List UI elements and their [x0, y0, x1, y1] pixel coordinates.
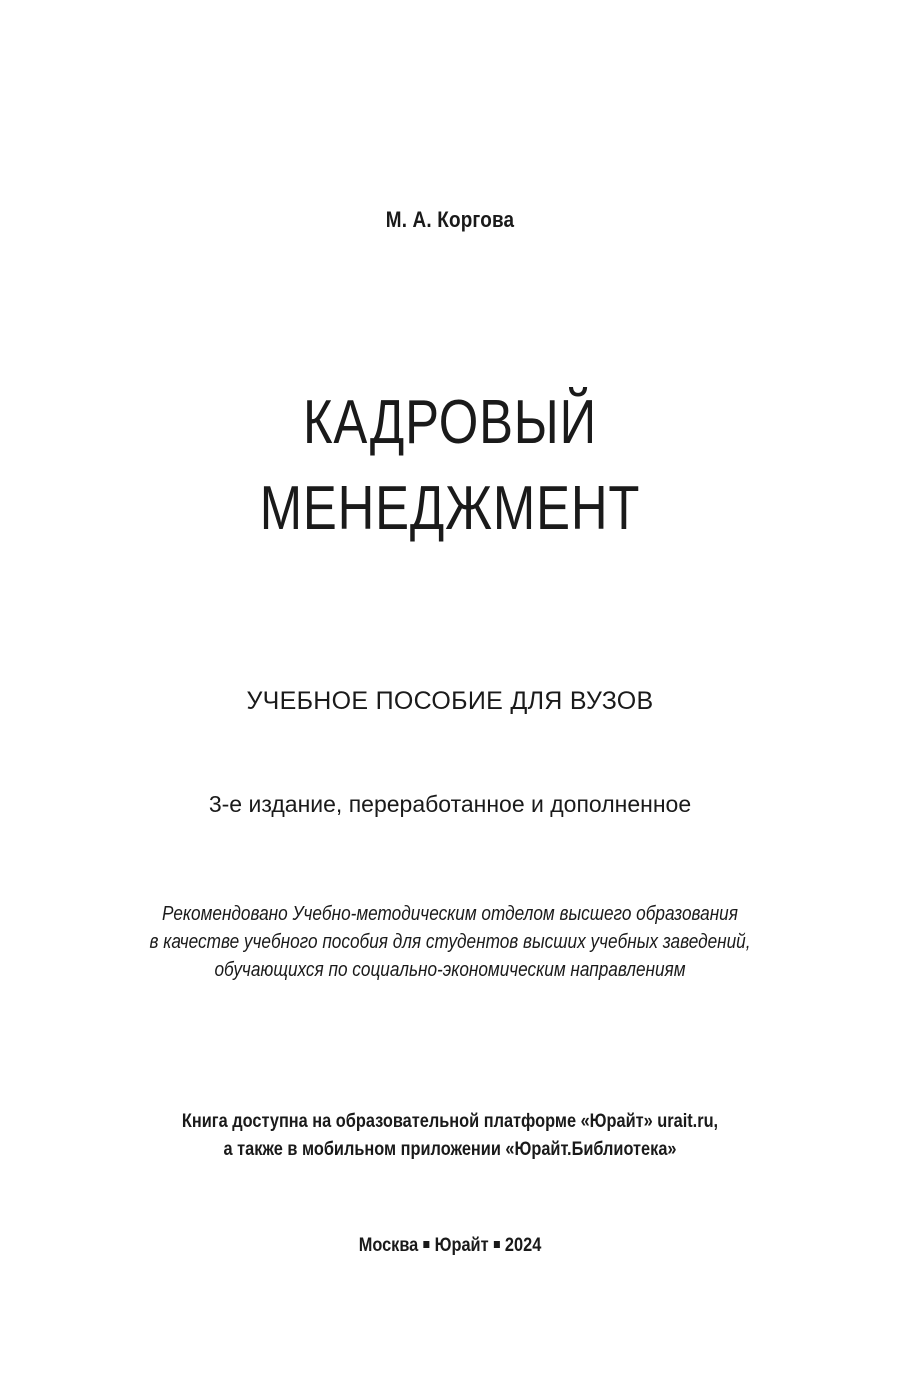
edition-note: 3-е издание, переработанное и дополненное [208, 791, 692, 817]
book-subtitle: УЧЕБНОЕ ПОСОБИЕ ДЛЯ ВУЗОВ [246, 687, 654, 715]
recommendation-line-3: обучающихся по социально-экономическим направлениям [214, 959, 686, 981]
imprint-publisher: Юрайт [434, 1235, 489, 1256]
imprint [63, 1235, 837, 1257]
square-separator-icon [423, 1241, 429, 1248]
recommendation-line-1: Рекомендовано Учебно-методическим отделом высшего образования [162, 903, 738, 925]
author-name: М. А. Коргова [385, 207, 515, 232]
availability-line-1: Книга доступна на образовательной платформе «Юрайт» urait.ru, [181, 1111, 719, 1132]
imprint-city: Москва [358, 1235, 419, 1256]
square-separator-icon [494, 1241, 500, 1248]
availability-line-2: а также в мобильном приложении «Юрайт.Библиотека» [223, 1139, 677, 1160]
recommendation-line-2: в качестве учебного пособия для студентов высших учебных заведений, [149, 931, 751, 953]
book-title-line-2: МЕНЕДЖМЕНТ [259, 474, 641, 543]
imprint-year: 2024 [504, 1235, 542, 1256]
book-title-line-1: КАДРОВЫЙ [302, 388, 597, 457]
